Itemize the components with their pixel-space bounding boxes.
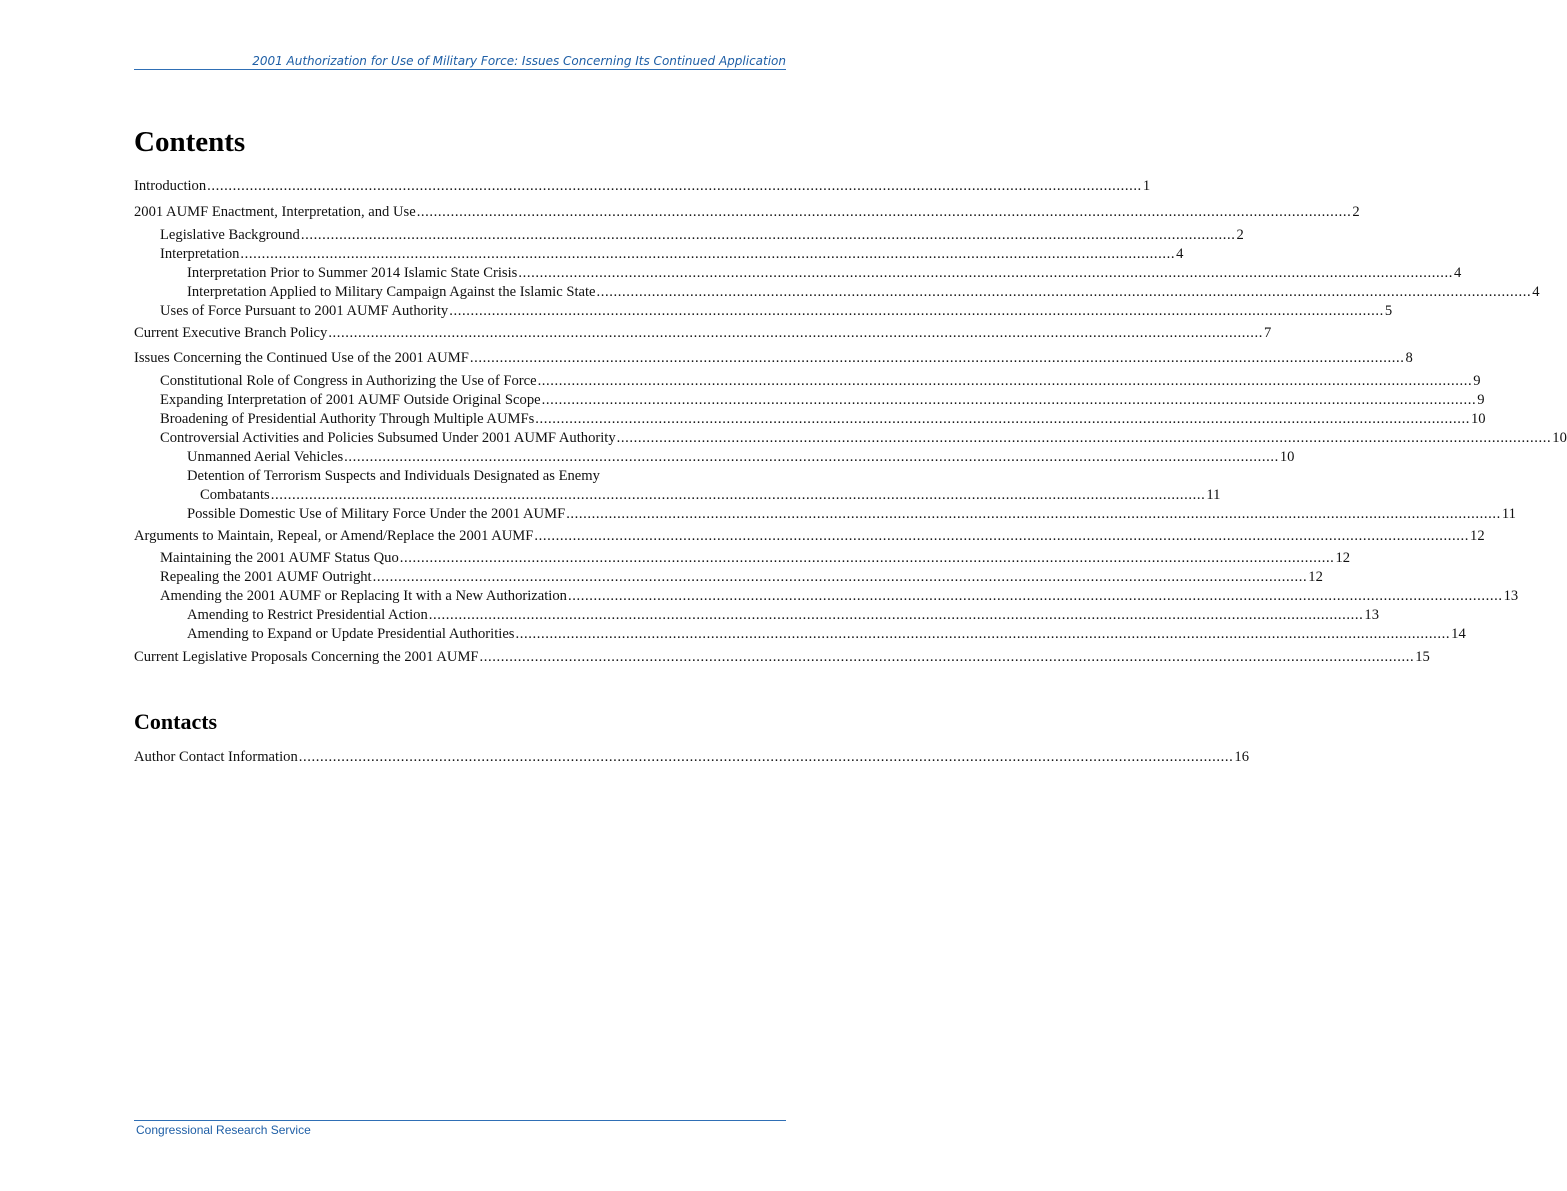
toc-entry-page: 5 bbox=[1384, 303, 1393, 319]
toc-entry-title: Amending to Restrict Presidential Action bbox=[187, 607, 428, 623]
toc-entry-page: 16 bbox=[1234, 749, 1249, 765]
toc-entry-broadening-authority[interactable] bbox=[160, 410, 1486, 428]
toc-entry-repealing[interactable] bbox=[160, 568, 1323, 586]
toc-leader-dots: ............................................................................................................................................................................................................................ bbox=[428, 607, 1364, 623]
toc-entry-title-continuation: Combatants bbox=[200, 487, 270, 503]
toc-entry-title: Legislative Background bbox=[160, 227, 300, 243]
toc-entry-detention-continuation[interactable] bbox=[200, 486, 1221, 504]
toc-entry-domestic-use[interactable] bbox=[187, 505, 1516, 523]
toc-entry-executive-policy[interactable] bbox=[134, 324, 1272, 342]
toc-entry-page: 2 bbox=[1352, 204, 1360, 220]
toc-entry-page: 1 bbox=[1142, 178, 1151, 194]
toc-entry-page: 8 bbox=[1405, 350, 1413, 366]
toc-leader-dots: ............................................................................................................................................................................................................................ bbox=[535, 411, 1470, 427]
toc-leader-dots: ............................................................................................................................................................................................................................ bbox=[328, 325, 1263, 341]
toc-entry-title: Possible Domestic Use of Military Force Under the 2001 AUMF bbox=[187, 506, 566, 522]
toc-entry-amending-expand[interactable] bbox=[187, 625, 1466, 643]
toc-entry-page: 7 bbox=[1263, 325, 1272, 341]
toc-entry-arguments[interactable] bbox=[134, 527, 1485, 545]
footer-organization: Congressional Research Service bbox=[136, 1123, 311, 1137]
running-header: 2001 Authorization for Use of Military Force: Issues Concerning Its Continued Application bbox=[252, 54, 786, 68]
toc-leader-dots: ............................................................................................................................................................................................................................ bbox=[518, 265, 1453, 281]
header-rule bbox=[134, 69, 786, 70]
toc-entry-interpretation[interactable] bbox=[160, 245, 1184, 263]
toc-entry-page: 4 bbox=[1532, 284, 1540, 300]
toc-leader-dots: ............................................................................................................................................................................................................................ bbox=[240, 246, 1176, 262]
toc-entry-page: 2 bbox=[1236, 227, 1244, 243]
toc-entry-title: 2001 AUMF Enactment, Interpretation, and Use bbox=[134, 204, 416, 220]
toc-entry-title: Detention of Terrorism Suspects and Individuals Designated as Enemy bbox=[187, 468, 600, 484]
toc-entry-page: 10 bbox=[1279, 449, 1295, 465]
toc-entry-constitutional-role[interactable] bbox=[160, 372, 1481, 390]
toc-entry-interpretation-islamic-state[interactable] bbox=[187, 283, 1540, 301]
toc-entry-title: Maintaining the 2001 AUMF Status Quo bbox=[160, 550, 399, 566]
toc-entry-enactment[interactable] bbox=[134, 203, 1360, 221]
toc-entry-title: Controversial Activities and Policies Subsumed Under 2001 AUMF Authority bbox=[160, 430, 616, 446]
toc-entry-title: Interpretation Prior to Summer 2014 Islamic State Crisis bbox=[187, 265, 518, 281]
toc-entry-amending-restrict[interactable] bbox=[187, 606, 1380, 624]
toc-leader-dots: ............................................................................................................................................................................................................................ bbox=[298, 749, 1234, 765]
toc-entry-interpretation-prior[interactable] bbox=[187, 264, 1462, 282]
toc-entry-title: Interpretation bbox=[160, 246, 240, 262]
toc-leader-dots: ............................................................................................................................................................................................................................ bbox=[541, 392, 1477, 408]
toc-leader-dots: ............................................................................................................................................................................................................................ bbox=[566, 506, 1501, 522]
toc-entry-expanding-interpretation[interactable] bbox=[160, 391, 1485, 409]
toc-entry-title: Constitutional Role of Congress in Authorizing the Use of Force bbox=[160, 373, 537, 389]
toc-entry-page: 14 bbox=[1451, 626, 1466, 642]
toc-entry-title: Author Contact Information bbox=[134, 749, 298, 765]
footer-rule bbox=[134, 1120, 786, 1121]
toc-leader-dots: ............................................................................................................................................................................................................................ bbox=[344, 449, 1279, 465]
toc-entry-unmanned-aerial[interactable] bbox=[187, 448, 1295, 466]
toc-entry-page: 9 bbox=[1473, 373, 1481, 389]
toc-leader-dots: ............................................................................................................................................................................................................................ bbox=[515, 626, 1451, 642]
toc-entry-author-contact[interactable] bbox=[134, 748, 1249, 766]
toc-entry-page: 15 bbox=[1415, 649, 1430, 665]
toc-entry-page: 12 bbox=[1470, 528, 1485, 544]
toc-entry-page: 11 bbox=[1206, 487, 1221, 503]
toc-leader-dots: ............................................................................................................................................................................................................................ bbox=[469, 350, 1405, 366]
toc-entry-title: Interpretation Applied to Military Campaign Against the Islamic State bbox=[187, 284, 596, 300]
toc-entry-title: Amending to Expand or Update Presidential Authorities bbox=[187, 626, 515, 642]
contents-heading: Contents bbox=[134, 126, 246, 158]
toc-leader-dots: ............................................................................................................................................................................................................................ bbox=[567, 588, 1503, 604]
toc-leader-dots: ............................................................................................................................................................................................................................ bbox=[616, 430, 1552, 446]
toc-leader-dots: ............................................................................................................................................................................................................................ bbox=[479, 649, 1415, 665]
toc-entry-title: Broadening of Presidential Authority Through Multiple AUMFs bbox=[160, 411, 535, 427]
toc-entry-page: 11 bbox=[1501, 506, 1516, 522]
toc-entry-title: Unmanned Aerial Vehicles bbox=[187, 449, 344, 465]
toc-entry-title: Arguments to Maintain, Repeal, or Amend/Replace the 2001 AUMF bbox=[134, 528, 534, 544]
toc-entry-page: 10 bbox=[1552, 430, 1567, 446]
toc-entry-page: 13 bbox=[1503, 588, 1519, 604]
toc-leader-dots: ............................................................................................................................................................................................................................ bbox=[596, 284, 1532, 300]
toc-leader-dots: ............................................................................................................................................................................................................................ bbox=[207, 178, 1142, 194]
toc-entry-title: Expanding Interpretation of 2001 AUMF Outside Original Scope bbox=[160, 392, 541, 408]
toc-entry-title: Issues Concerning the Continued Use of the 2001 AUMF bbox=[134, 350, 469, 366]
toc-entry-title: Repealing the 2001 AUMF Outright bbox=[160, 569, 372, 585]
toc-entry-page: 12 bbox=[1308, 569, 1323, 585]
toc-entry-page: 13 bbox=[1364, 607, 1380, 623]
toc-leader-dots: ............................................................................................................................................................................................................................ bbox=[537, 373, 1473, 389]
toc-entry-title: Amending the 2001 AUMF or Replacing It with a New Authorization bbox=[160, 588, 567, 604]
toc-leader-dots: ............................................................................................................................................................................................................................ bbox=[416, 204, 1352, 220]
toc-entry-detention[interactable] bbox=[187, 467, 600, 485]
toc-entry-page: 4 bbox=[1454, 265, 1462, 281]
toc-entry-page: 9 bbox=[1477, 392, 1485, 408]
toc-entry-legislative-background[interactable] bbox=[160, 226, 1244, 244]
toc-leader-dots: ............................................................................................................................................................................................................................ bbox=[270, 487, 1206, 503]
toc-entry-uses-of-force[interactable] bbox=[160, 302, 1393, 320]
toc-entry-controversial-activities[interactable] bbox=[160, 429, 1567, 447]
toc-entry-introduction[interactable] bbox=[134, 177, 1151, 195]
toc-entry-title: Uses of Force Pursuant to 2001 AUMF Authority bbox=[160, 303, 449, 319]
toc-leader-dots: ............................................................................................................................................................................................................................ bbox=[449, 303, 1384, 319]
toc-entry-amending[interactable] bbox=[160, 587, 1519, 605]
toc-leader-dots: ............................................................................................................................................................................................................................ bbox=[300, 227, 1236, 243]
toc-entry-title: Current Legislative Proposals Concerning the 2001 AUMF bbox=[134, 649, 479, 665]
toc-entry-page: 4 bbox=[1176, 246, 1184, 262]
toc-entry-issues-continued-use[interactable] bbox=[134, 349, 1413, 367]
toc-entry-legislative-proposals[interactable] bbox=[134, 648, 1430, 666]
toc-entry-title: Introduction bbox=[134, 178, 207, 194]
toc-leader-dots: ............................................................................................................................................................................................................................ bbox=[534, 528, 1470, 544]
toc-entry-maintaining[interactable] bbox=[160, 549, 1351, 567]
toc-entry-page: 12 bbox=[1335, 550, 1351, 566]
contacts-heading: Contacts bbox=[134, 709, 218, 734]
toc-leader-dots: ............................................................................................................................................................................................................................ bbox=[372, 569, 1308, 585]
toc-leader-dots: ............................................................................................................................................................................................................................ bbox=[399, 550, 1335, 566]
toc-entry-page: 10 bbox=[1470, 411, 1486, 427]
toc-entry-title: Current Executive Branch Policy bbox=[134, 325, 328, 341]
